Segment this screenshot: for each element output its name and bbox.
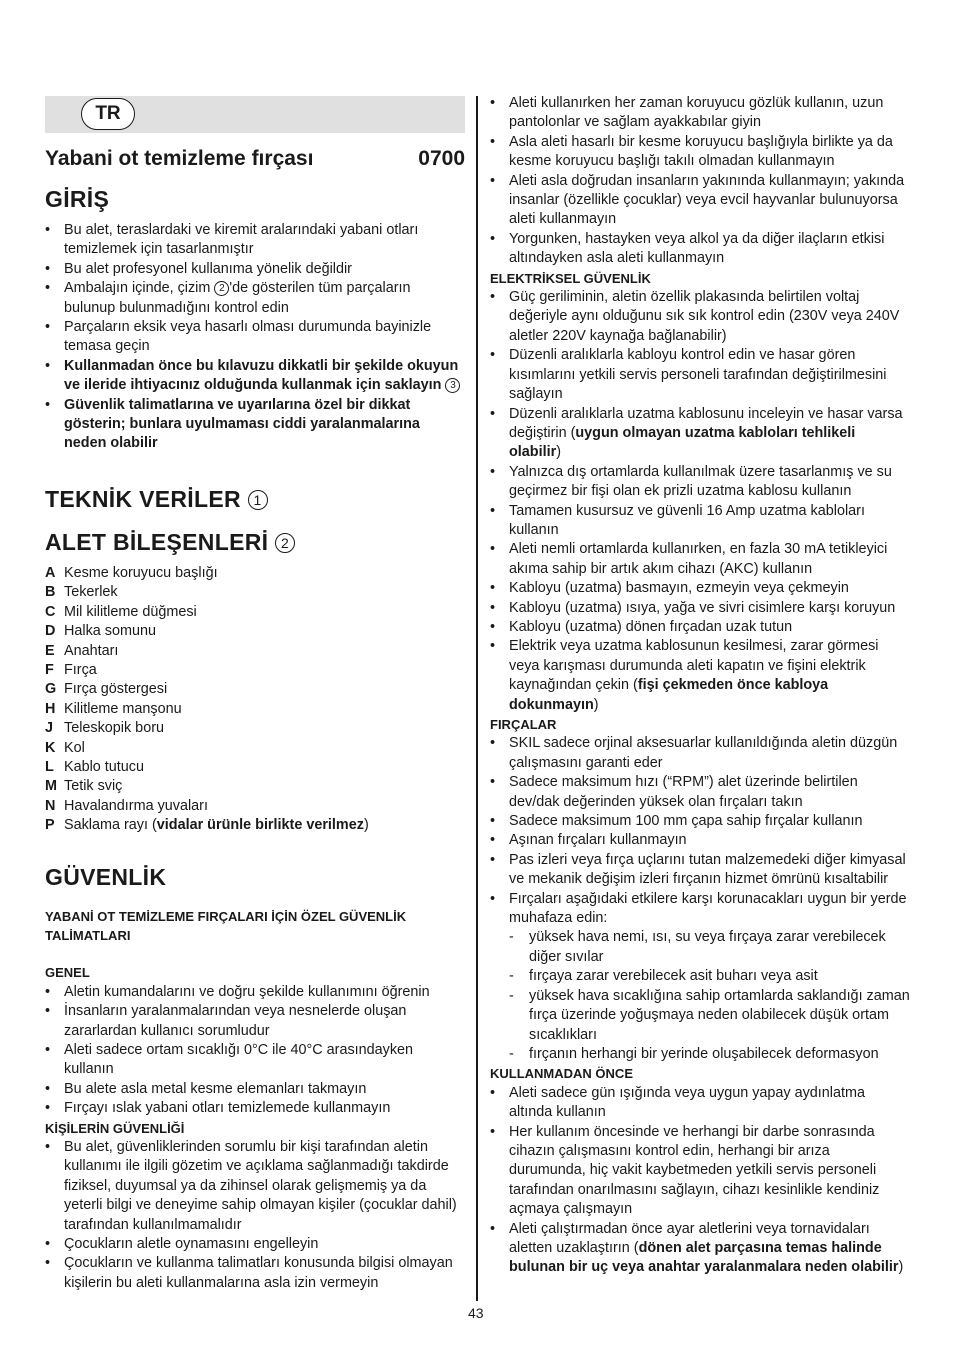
part-letter: M — [45, 778, 57, 795]
right-column — [490, 94, 910, 1278]
list-item: • Tamamen kusursuz ve güvenli 16 Amp uzatma kabloları kullanın — [490, 502, 910, 541]
kisiler-heading: KİŞİLERİN GÜVENLİĞİ — [45, 1120, 185, 1136]
part-letter: H — [45, 700, 56, 717]
part-item — [45, 816, 465, 835]
kullanmadan-heading: KULLANMADAN ÖNCE — [490, 1066, 633, 1082]
part-letter: C — [45, 603, 56, 620]
text: Tetik sviç — [64, 778, 123, 795]
figure-number: 3 — [445, 378, 460, 393]
text: Kol — [64, 739, 85, 756]
part-item — [45, 564, 465, 583]
part-item — [45, 642, 465, 661]
list-item: • Fırçayı ıslak yabani otları temizlemede kullanmayın — [45, 1099, 465, 1118]
list-item — [490, 637, 910, 715]
list-item: - yüksek hava sıcaklığına sahip ortamlarda saklandığı zaman fırça üzerinde yoğuşmaya neden olabilecek düşük ortam sıcaklıkları — [490, 987, 910, 1045]
list-item: • Sadece maksimum hızı (“RPM”) alet üzerinde belirtilen dev/dak değerinden yüksek olan fırçaları takın — [490, 773, 910, 812]
part-letter: B — [45, 584, 56, 601]
part-item — [45, 583, 465, 602]
teknik-heading — [45, 486, 465, 513]
part-letter: F — [45, 661, 54, 678]
text: Kilitleme manşonu — [64, 700, 182, 717]
bold-text: Güvenlik talimatlarına ve uyarılarına özel bir dikkat gösterin; bunlara uyulmaması ciddi yaralanmalarına neden olabilir — [64, 396, 420, 452]
text: Ambalajın içinde, çizim — [64, 280, 215, 297]
part-item — [45, 797, 465, 816]
genel-list — [45, 983, 465, 1119]
text: Fırça — [64, 661, 97, 678]
text: Havalandırma yuvaları — [64, 797, 208, 814]
bilesen-heading-text: ALET BİLEŞENLERİ — [45, 528, 269, 555]
text: Tekerlek — [64, 584, 118, 601]
parts-list — [45, 564, 465, 836]
bold-text: vidalar ürünle birlikte verilmez — [156, 817, 364, 834]
text: ) — [363, 817, 369, 834]
part-item — [45, 719, 465, 738]
list-item — [45, 396, 465, 454]
kisiler-list — [45, 1138, 465, 1293]
list-item: • Aleti nemli ortamlarda kullanırken, en fazla 30 mA tetikleyici akıma sahip bir artık akım cihazı (AKC) kullanın — [490, 540, 910, 579]
list-item: • Fırçaları aşağıdaki etkilere karşı korunacakları uygun bir yerde muhafaza edin: — [490, 890, 910, 929]
part-item — [45, 603, 465, 622]
guvenlik-heading: GÜVENLİK — [45, 863, 167, 890]
fircalar-sublist — [490, 928, 910, 1064]
part-letter: D — [45, 623, 56, 640]
text: Kesme koruyucu başlığı — [64, 564, 218, 581]
list-item: • Parçaların eksik veya hasarlı olması durumunda bayinizle temasa geçin — [45, 318, 465, 357]
part-letter: J — [45, 720, 54, 737]
part-item — [45, 758, 465, 777]
text: ) — [556, 444, 561, 461]
list-item: • Bu alet profesyonel kullanıma yönelik değildir — [45, 260, 465, 279]
list-item — [490, 405, 910, 463]
text: Anahtarı — [64, 642, 119, 659]
kullanmadan-list — [490, 1084, 910, 1278]
text: Aleti çalıştırmadan önce ayar aletlerini veya tornavidaları aletten uzaklaştırın ( — [509, 1220, 870, 1256]
list-item: • Aleti sadece gün ışığında veya uygun yapay aydınlatma altında kullanın — [490, 1084, 910, 1123]
part-item — [45, 680, 465, 699]
part-item — [45, 661, 465, 680]
text: ) — [898, 1259, 904, 1276]
list-item: • Bu alet, teraslardaki ve kiremit aralarındaki yabani otları temizlemek için tasarlanmıştır — [45, 221, 465, 260]
language-badge: TR — [81, 98, 135, 130]
giris-heading: GİRİŞ — [45, 186, 110, 212]
list-item: • Yorgunken, hastayken veya alkol ya da diğer ilaçların etkisi altındayken asla aleti kullanmayın — [490, 230, 910, 269]
text: Saklama rayı ( — [64, 817, 157, 834]
list-item: • Aşınan fırçaları kullanmayın — [490, 831, 910, 850]
giris-list — [45, 221, 465, 454]
figure-number: 2 — [214, 281, 229, 296]
list-item: - fırçaya zarar verebilecek asit buharı veya asit — [490, 967, 910, 986]
ozel-heading: YABANİ OT TEMİZLEME FIRÇALARI İÇİN ÖZEL GÜVENLİK TALİMATLARI — [45, 908, 407, 943]
part-letter: P — [45, 817, 55, 834]
figure-number: 1 — [248, 490, 268, 510]
list-item: • İnsanların yaralanmalarından veya nesnelerde oluşan zararlardan kullanıcı sorumludur — [45, 1002, 465, 1041]
part-letter: A — [45, 564, 56, 581]
list-item: • Kabloyu (uzatma) ısıya, yağa ve sivri cisimlere karşı koruyun — [490, 599, 910, 618]
list-item: • Sadece maksimum 100 mm çapa sahip fırçalar kullanın — [490, 812, 910, 831]
bilesen-heading — [45, 529, 465, 556]
kisiler-list-continued — [490, 94, 910, 269]
list-item: • Bu alet, güvenliklerinden sorumlu bir kişi tarafından aletin kullanımı ile ilgili gözetim ve açıklama sağlanmadığı takdirde fiziksel, duyumsal ya da zihinsel olarak gelişmemiş ya da yeterli bilgi ve deneyime sahip olmayan kişiler (çocuklar dahil) tarafından kullanılmamalıdır — [45, 1138, 465, 1235]
list-item: • Kabloyu (uzatma) dönen fırçadan uzak tutun — [490, 618, 910, 637]
model-number: 0700 — [418, 147, 465, 170]
figure-number: 2 — [275, 533, 295, 553]
text: Kablo tutucu — [64, 758, 145, 775]
list-item: • Yalnızca dış ortamlarda kullanılmak üzere tasarlanmış ve su geçirmez bir fişi olan ek prizli uzatma kablosu kullanın — [490, 463, 910, 502]
language-bar — [45, 96, 465, 133]
text: Teleskopik boru — [64, 720, 164, 737]
bold-text: dönen alet parçasına temas halinde bulunan bir uç veya anahtar yaralanmalara neden olabilir — [509, 1239, 899, 1276]
list-item: • Her kullanım öncesinde ve herhangi bir darbe sonrasında cihazın çalışmasını kontrol edin, herhangi bir arıza durumunda, hiç vakit kaybetmeden yetkili servis personeli tarafından onarılmasını sağlayın, cihazı kesinlikle kendiniz açmaya çalışmayın — [490, 1123, 910, 1220]
text: Elektrik veya uzatma kablosunun kesilmesi, zarar görmesi veya karışması durumunda aleti kapatın ve fişini elektrik kaynağından çekin ( — [509, 638, 879, 694]
list-item — [490, 1220, 910, 1278]
text: 'de gösterilen tüm parçaların bulunup bulunmadığını kontrol edin — [64, 280, 411, 316]
column-divider — [476, 96, 478, 1301]
bold-text: fişi çekmeden önce kabloya dokunmayın — [509, 677, 829, 713]
list-item: • Asla aleti hasarlı bir kesme koruyucu başlığıyla birlikte ya da kesme koruyucu başlığı takılı olmadan kullanmayın — [490, 133, 910, 172]
genel-heading: GENEL — [45, 965, 90, 981]
part-item — [45, 739, 465, 758]
list-item: • Aleti asla doğrudan insanların yakınında kullanmayın; yakında insanlar (özellikle çocuklar) veya evcil hayvanlar bulunuyorsa aleti kullanmayın — [490, 172, 910, 230]
list-item: • Bu alete asla metal kesme elemanları takmayın — [45, 1080, 465, 1099]
text: Mil kilitleme düğmesi — [64, 603, 197, 620]
part-item — [45, 700, 465, 719]
list-item: • Çocukların ve kullanma talimatları konusunda bilgisi olmayan kişilerin bu aleti kullanmalarına asla izin vermeyin — [45, 1254, 465, 1293]
elektrik-heading: ELEKTRİKSEL GÜVENLİK — [490, 270, 651, 286]
list-item: • Pas izleri veya fırça uçlarını tutan malzemedeki diğer kimyasal ve mekanik değişim izleri fırçanın hizmet ömrünü kısaltabilir — [490, 851, 910, 890]
title-row — [45, 147, 465, 171]
list-item: - yüksek hava nemi, ısı, su veya fırçaya zarar verebilecek diğer sıvılar — [490, 928, 910, 967]
list-item: • Aleti sadece ortam sıcaklığı 0°C ile 40°C arasındayken kullanın — [45, 1041, 465, 1080]
list-item: • Düzenli aralıklarla kabloyu kontrol edin ve hasar gören kısımlarını yetkili servis personeli tarafından değiştirilmesini sağlayın — [490, 346, 910, 404]
bold-text: Kullanmadan önce bu kılavuzu dikkatli bir şekilde okuyun ve ileride ihtiyacınız olduğunda kullanmak için saklayın — [64, 357, 459, 394]
list-item: • Kabloyu (uzatma) basmayın, ezmeyin veya çekmeyin — [490, 579, 910, 598]
text: Düzenli aralıklarla uzatma kablosunu inceleyin ve hasar varsa değiştirin ( — [509, 405, 903, 441]
list-item: - fırçanın herhangi bir yerinde oluşabilecek deformasyon — [490, 1045, 910, 1064]
part-letter: E — [45, 642, 55, 659]
product-title: Yabani ot temizleme fırçası — [45, 147, 314, 170]
list-item — [45, 357, 465, 396]
part-item — [45, 777, 465, 796]
list-item: • Güç geriliminin, aletin özellik plakasında belirtilen voltaj değeriyle aynı olduğunu sık sık kontrol edin (230V veya 240V aletler 220V kaynağa bağlanabilir) — [490, 288, 910, 346]
fircalar-list — [490, 734, 910, 928]
elektrik-list — [490, 288, 910, 715]
list-item: • Aletin kumandalarını ve doğru şekilde kullanımını öğrenin — [45, 983, 465, 1002]
text: Fırça göstergesi — [64, 681, 168, 698]
bold-text: uygun olmayan uzatma kabloları tehlikeli olabilir — [509, 424, 856, 461]
left-column — [45, 96, 465, 1293]
part-item — [45, 622, 465, 641]
text: ) — [593, 696, 599, 713]
list-item — [45, 279, 465, 318]
part-letter: N — [45, 797, 56, 814]
teknik-heading-text: TEKNİK VERİLER — [45, 485, 241, 512]
part-letter: K — [45, 739, 56, 756]
list-item: • Aleti kullanırken her zaman koruyucu gözlük kullanın, uzun pantolonlar ve sağlam ayakkabılar giyin — [490, 94, 910, 133]
page-number: 43 — [468, 1305, 484, 1321]
fircalar-heading: FIRÇALAR — [490, 717, 557, 732]
list-item: • SKIL sadece orjinal aksesuarlar kullanıldığında aletin düzgün çalışmasını garanti eder — [490, 734, 910, 773]
part-letter: G — [45, 681, 57, 698]
text: Halka somunu — [64, 623, 156, 640]
list-item: • Çocukların aletle oynamasını engelleyin — [45, 1235, 465, 1254]
part-letter: L — [45, 758, 54, 775]
